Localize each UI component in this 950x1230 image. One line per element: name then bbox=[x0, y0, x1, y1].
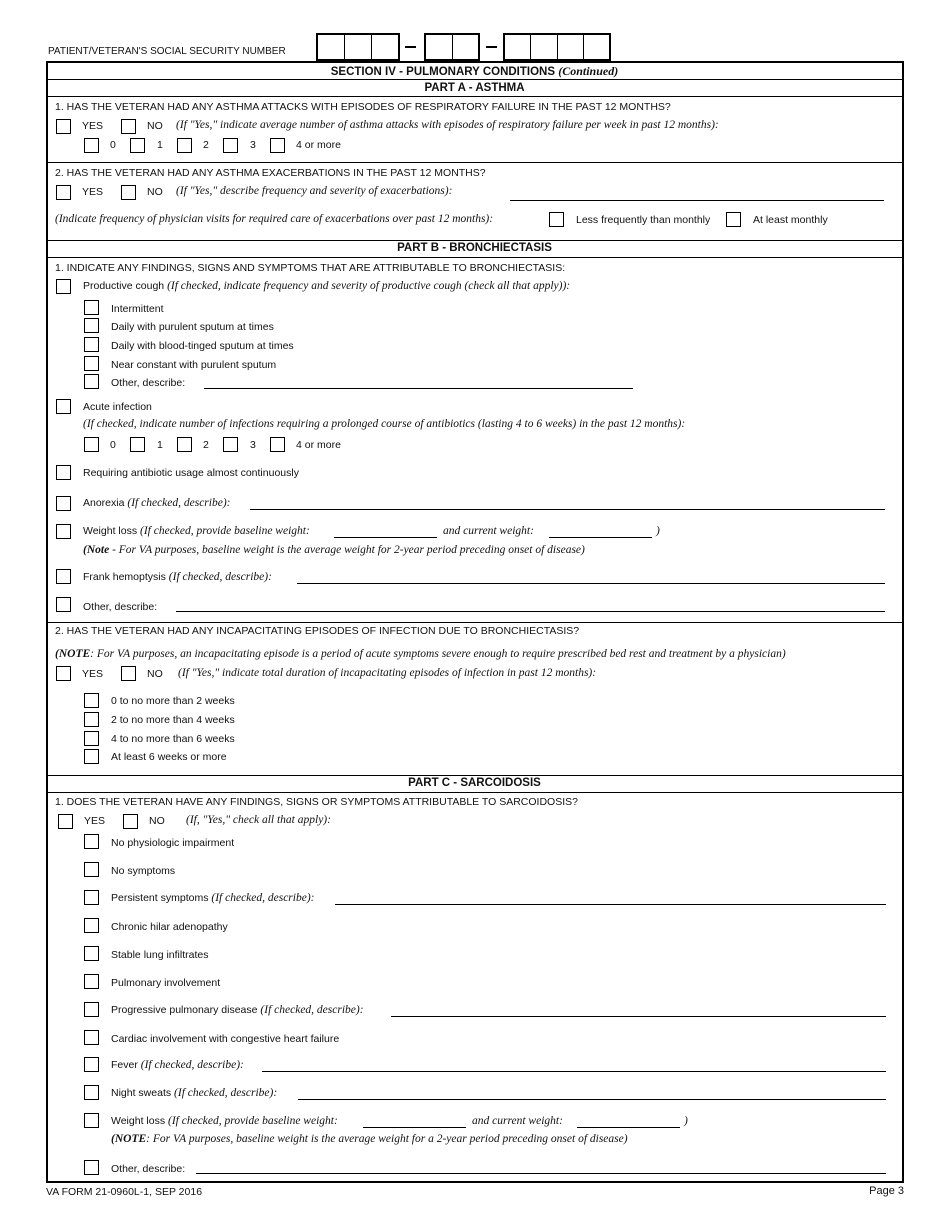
option-label: 0 bbox=[110, 139, 116, 151]
cough-near-constant-checkbox[interactable] bbox=[84, 356, 99, 371]
current-weight-label: and current weight: bbox=[443, 525, 534, 537]
infections-1-checkbox[interactable] bbox=[130, 437, 145, 452]
progressive-disease-input[interactable] bbox=[391, 1016, 886, 1017]
acute-infection-instruction: (If checked, indicate number of infections requiring a prolonged course of antibiotics (lasting 4 to 6 weeks) in the past 12 months): bbox=[83, 418, 686, 430]
ssn-dash bbox=[405, 46, 416, 48]
cough-option-label: Near constant with purulent sputum bbox=[111, 359, 277, 371]
antibiotic-label: Requiring antibiotic usage almost continuously bbox=[83, 467, 299, 479]
other-checkbox[interactable] bbox=[56, 597, 71, 612]
option-label: 2 bbox=[203, 139, 209, 151]
part-c-q1-text: 1. DOES THE VETERAN HAVE ANY FINDINGS, SIGNS OR SYMPTOMS ATTRIBUTABLE TO SARCOIDOSIS? bbox=[55, 796, 578, 808]
ssn-label: PATIENT/VETERAN'S SOCIAL SECURITY NUMBER bbox=[48, 46, 286, 57]
no-label: NO bbox=[147, 668, 163, 680]
attacks-4-or-more-checkbox[interactable] bbox=[270, 138, 285, 153]
part-a-q2-text: 2. HAS THE VETERAN HAD ANY ASTHMA EXACERBATIONS IN THE PAST 12 MONTHS? bbox=[55, 167, 486, 179]
persistent-symptoms-checkbox[interactable] bbox=[84, 890, 99, 905]
infections-4-or-more-checkbox[interactable] bbox=[270, 437, 285, 452]
sarcoid-item-label: No symptoms bbox=[111, 865, 176, 877]
part-c-q1-no-checkbox[interactable] bbox=[123, 814, 138, 829]
anorexia-checkbox[interactable] bbox=[56, 496, 71, 511]
exacerbations-input[interactable] bbox=[510, 200, 884, 201]
close-paren: ) bbox=[656, 525, 660, 537]
sarcoid-item-label: Other, describe: bbox=[111, 1163, 186, 1175]
cough-daily-blood-checkbox[interactable] bbox=[84, 337, 99, 352]
close-paren: ) bbox=[684, 1115, 688, 1127]
sarcoid-item-label: Stable lung infiltrates bbox=[111, 949, 209, 961]
option-label: 4 or more bbox=[296, 439, 341, 451]
part-b-q2-instruction: (If "Yes," indicate total duration of incapacitating episodes of infection in past 12 months): bbox=[178, 667, 597, 679]
part-c-q1-yes-checkbox[interactable] bbox=[58, 814, 73, 829]
cardiac-involvement-checkbox[interactable] bbox=[84, 1030, 99, 1045]
page-number: Page 3 bbox=[869, 1185, 904, 1197]
part-a-q1-yes-checkbox[interactable] bbox=[56, 119, 71, 134]
no-label: NO bbox=[149, 815, 165, 827]
sarcoid-item-label: Persistent symptoms (If checked, describe): bbox=[111, 892, 315, 904]
at-least-monthly-checkbox[interactable] bbox=[726, 212, 741, 227]
form-id: VA FORM 21-0960L-1, SEP 2016 bbox=[46, 1186, 203, 1198]
divider bbox=[46, 240, 903, 241]
night-sweats-input[interactable] bbox=[298, 1099, 886, 1100]
attacks-1-checkbox[interactable] bbox=[130, 138, 145, 153]
weight-loss-label: Weight loss (If checked, provide baseline weight: bbox=[83, 525, 310, 537]
part-b-q2-text: 2. HAS THE VETERAN HAD ANY INCAPACITATING EPISODES OF INFECTION DUE TO BRONCHIECTASIS? bbox=[55, 625, 580, 637]
pulmonary-involvement-checkbox[interactable] bbox=[84, 974, 99, 989]
duration-option-label: At least 6 weeks or more bbox=[111, 751, 227, 763]
divider bbox=[46, 622, 903, 623]
sarcoid-other-checkbox[interactable] bbox=[84, 1160, 99, 1175]
cough-option-label: Intermittent bbox=[111, 303, 164, 315]
divider bbox=[46, 775, 903, 776]
yes-label: YES bbox=[82, 120, 104, 132]
productive-cough-checkbox[interactable] bbox=[56, 279, 71, 294]
option-label: 3 bbox=[250, 139, 256, 151]
anorexia-input[interactable] bbox=[250, 509, 885, 510]
no-physiologic-impairment-checkbox[interactable] bbox=[84, 834, 99, 849]
infections-3-checkbox[interactable] bbox=[223, 437, 238, 452]
ssn-group-field[interactable] bbox=[424, 33, 480, 61]
night-sweats-checkbox[interactable] bbox=[84, 1085, 99, 1100]
part-a-q1-no-checkbox[interactable] bbox=[121, 119, 136, 134]
at-least-monthly-label: At least monthly bbox=[753, 214, 828, 226]
duration-2-4-weeks-checkbox[interactable] bbox=[84, 712, 99, 727]
progressive-disease-checkbox[interactable] bbox=[84, 1002, 99, 1017]
option-label: 4 or more bbox=[296, 139, 341, 151]
part-c-q1-instruction: (If, "Yes," check all that apply): bbox=[186, 814, 331, 826]
hilar-adenopathy-checkbox[interactable] bbox=[84, 918, 99, 933]
part-a-q1-text: 1. HAS THE VETERAN HAD ANY ASTHMA ATTACKS WITH EPISODES OF RESPIRATORY FAILURE IN THE PAST 12 MONTHS? bbox=[55, 101, 671, 113]
other-label: Other, describe: bbox=[83, 601, 158, 613]
sarcoid-other-input[interactable] bbox=[196, 1173, 886, 1174]
sarcoid-item-label: Cardiac involvement with congestive heart failure bbox=[111, 1033, 340, 1045]
ssn-dash bbox=[486, 46, 497, 48]
anorexia-label: Anorexia (If checked, describe): bbox=[83, 497, 231, 509]
part-b-title: PART B - BRONCHIECTASIS bbox=[397, 242, 552, 254]
cough-other-checkbox[interactable] bbox=[84, 374, 99, 389]
productive-cough-label: Productive cough (If checked, indicate frequency and severity of productive cough (check all that apply)): bbox=[83, 280, 571, 292]
sarcoid-current-weight-input[interactable] bbox=[577, 1127, 680, 1128]
weight-loss-checkbox[interactable] bbox=[56, 524, 71, 539]
part-a-q2-yes-checkbox[interactable] bbox=[56, 185, 71, 200]
part-a-q1-instruction: (If "Yes," indicate average number of asthma attacks with episodes of respiratory failure per week in past 12 months): bbox=[176, 119, 719, 131]
part-b-q2-no-checkbox[interactable] bbox=[121, 666, 136, 681]
infections-2-checkbox[interactable] bbox=[177, 437, 192, 452]
sarcoid-weight-loss-checkbox[interactable] bbox=[84, 1113, 99, 1128]
less-than-monthly-label: Less frequently than monthly bbox=[576, 214, 711, 226]
option-label: 2 bbox=[203, 439, 209, 451]
ssn-serial-field[interactable] bbox=[503, 33, 611, 61]
section-title: SECTION IV - PULMONARY CONDITIONS (Continued) bbox=[330, 64, 619, 78]
less-than-monthly-checkbox[interactable] bbox=[549, 212, 564, 227]
visits-instruction: (Indicate frequency of physician visits for required care of exacerbations over past 12 months): bbox=[55, 213, 494, 225]
hemoptysis-checkbox[interactable] bbox=[56, 569, 71, 584]
sarcoid-item-label: Chronic hilar adenopathy bbox=[111, 921, 228, 933]
no-label: NO bbox=[147, 186, 163, 198]
attacks-2-checkbox[interactable] bbox=[177, 138, 192, 153]
part-b-q1-text: 1. INDICATE ANY FINDINGS, SIGNS AND SYMPTOMS THAT ARE ATTRIBUTABLE TO BRONCHIECTASIS: bbox=[55, 262, 566, 274]
divider bbox=[46, 257, 903, 258]
part-b-q2-yes-checkbox[interactable] bbox=[56, 666, 71, 681]
option-label: 0 bbox=[110, 439, 116, 451]
part-a-q2-no-checkbox[interactable] bbox=[121, 185, 136, 200]
lung-infiltrates-checkbox[interactable] bbox=[84, 946, 99, 961]
sarcoid-weight-note: (NOTE: For VA purposes, baseline weight is the average weight for a 2-year period preceding onset of disease) bbox=[111, 1133, 628, 1145]
yes-label: YES bbox=[82, 186, 104, 198]
attacks-3-checkbox[interactable] bbox=[223, 138, 238, 153]
persistent-symptoms-input[interactable] bbox=[335, 904, 886, 905]
duration-0-2-weeks-checkbox[interactable] bbox=[84, 693, 99, 708]
infections-0-checkbox[interactable] bbox=[84, 437, 99, 452]
sarcoid-item-label: No physiologic impairment bbox=[111, 837, 235, 849]
current-weight-label: and current weight: bbox=[472, 1115, 563, 1127]
yes-label: YES bbox=[82, 668, 104, 680]
no-symptoms-checkbox[interactable] bbox=[84, 862, 99, 877]
sarcoid-item-label: Pulmonary involvement bbox=[111, 977, 221, 989]
acute-infection-checkbox[interactable] bbox=[56, 399, 71, 414]
attacks-0-checkbox[interactable] bbox=[84, 138, 99, 153]
sarcoid-baseline-weight-input[interactable] bbox=[363, 1127, 466, 1128]
other-input[interactable] bbox=[176, 611, 885, 612]
yes-label: YES bbox=[84, 815, 106, 827]
duration-6-plus-weeks-checkbox[interactable] bbox=[84, 749, 99, 764]
antibiotic-checkbox[interactable] bbox=[56, 465, 71, 480]
divider bbox=[46, 96, 903, 97]
part-a-q2-instruction: (If "Yes," describe frequency and severity of exacerbations): bbox=[176, 185, 453, 197]
part-c-title: PART C - SARCOIDOSIS bbox=[408, 777, 541, 789]
duration-option-label: 0 to no more than 2 weeks bbox=[111, 695, 235, 707]
sarcoid-item-label: Night sweats (If checked, describe): bbox=[111, 1087, 278, 1099]
divider bbox=[46, 792, 903, 793]
divider bbox=[46, 162, 903, 163]
fever-checkbox[interactable] bbox=[84, 1057, 99, 1072]
no-label: NO bbox=[147, 120, 163, 132]
hemoptysis-label: Frank hemoptysis (If checked, describe): bbox=[83, 571, 272, 583]
cough-other-input[interactable] bbox=[204, 388, 633, 389]
duration-4-6-weeks-checkbox[interactable] bbox=[84, 731, 99, 746]
duration-option-label: 4 to no more than 6 weeks bbox=[111, 733, 235, 745]
baseline-weight-input[interactable] bbox=[334, 537, 437, 538]
sarcoid-item-label: Progressive pulmonary disease (If checked, describe): bbox=[111, 1004, 364, 1016]
cough-daily-purulent-checkbox[interactable] bbox=[84, 318, 99, 333]
option-label: 1 bbox=[157, 439, 163, 451]
option-label: 1 bbox=[157, 139, 163, 151]
incapacitating-note: (NOTE: For VA purposes, an incapacitating episode is a period of acute symptoms severe enough to require prescribed bed rest and treatment by a physician) bbox=[55, 648, 786, 660]
cough-intermittent-checkbox[interactable] bbox=[84, 300, 99, 315]
fever-input[interactable] bbox=[262, 1071, 886, 1072]
hemoptysis-input[interactable] bbox=[297, 583, 885, 584]
divider bbox=[46, 79, 903, 80]
ssn-area-field[interactable] bbox=[316, 33, 400, 61]
cough-option-label: Daily with purulent sputum at times bbox=[111, 321, 274, 333]
option-label: 3 bbox=[250, 439, 256, 451]
acute-infection-label: Acute infection bbox=[83, 401, 152, 413]
sarcoid-item-label: Weight loss (If checked, provide baseline weight: bbox=[111, 1115, 338, 1127]
duration-option-label: 2 to no more than 4 weeks bbox=[111, 714, 235, 726]
cough-option-label: Daily with blood-tinged sputum at times bbox=[111, 340, 294, 352]
part-a-title: PART A - ASTHMA bbox=[424, 82, 525, 94]
sarcoid-item-label: Fever (If checked, describe): bbox=[111, 1059, 244, 1071]
weight-note: (Note - For VA purposes, baseline weight is the average weight for 2-year period preceding onset of disease) bbox=[83, 544, 585, 556]
current-weight-input[interactable] bbox=[549, 537, 652, 538]
cough-option-label: Other, describe: bbox=[111, 377, 186, 389]
